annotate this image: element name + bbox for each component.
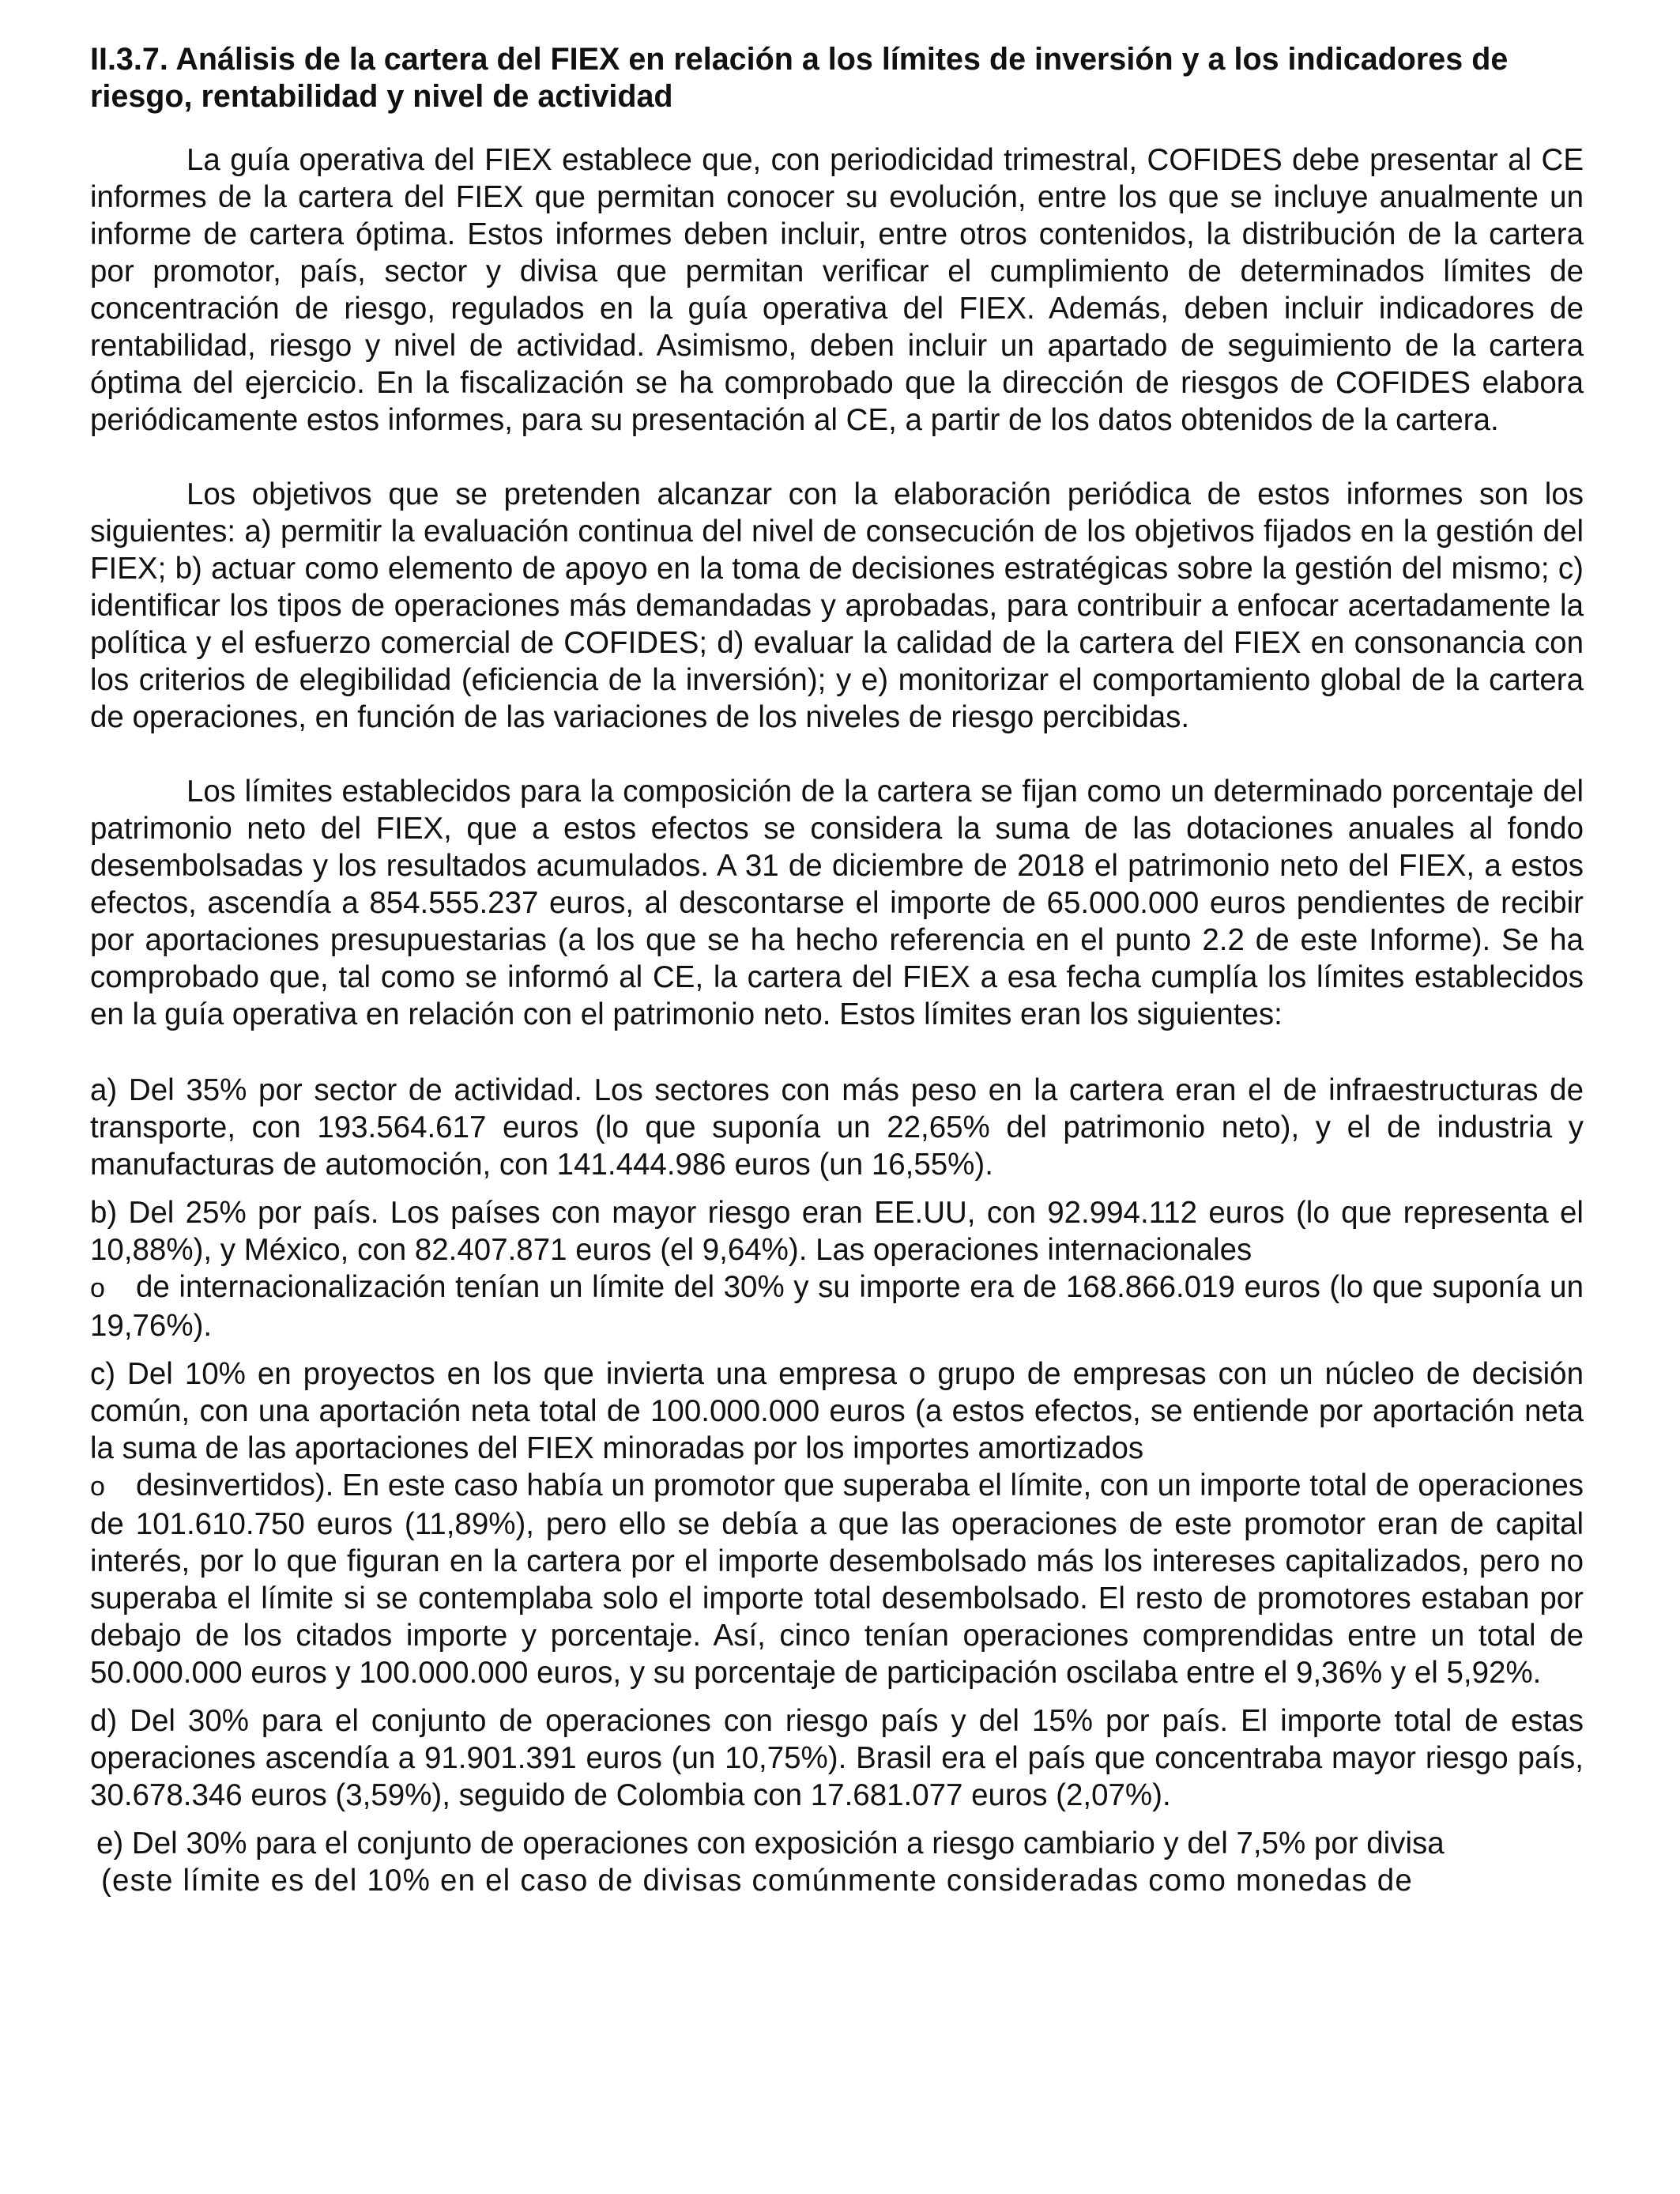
limit-item-e-line1: e) Del 30% para el conjunto de operaciones con exposición a riesgo cambiario y del 7,5% por divisa: [96, 1826, 1445, 1860]
limit-item-a: a) Del 35% por sector de actividad. Los sectores con más peso en la cartera eran el de infraestructuras de transporte, con 193.564.617 euros (lo que suponía un 22,65% del patrimonio neto), y el de industria y manufacturas de automoción, con 141.444.986 euros (un 16,55%).: [90, 1073, 1584, 1182]
limit-item-e-line2: (este límite es del 10% en el caso de divisas comúnmente consideradas como monedas de: [101, 1864, 1413, 1898]
page-content: [90, 41, 1584, 1899]
limit-item-b: [90, 1194, 1584, 1344]
limit-item-c-line2: [90, 1467, 1584, 1691]
bullet-marker: o: [90, 1273, 105, 1303]
bullet-marker: o: [90, 1472, 105, 1502]
limit-item-c-text: desinvertidos). En este caso había un promotor que superaba el límite, con un importe total de operaciones de 101.610.750 euros (11,89%), pero ello se debía a que las operaciones de este promotor eran de capital interés, por lo que figuran en la cartera por el importe desembolsado más los intereses capitalizados, pero no superaba el límite si se contemplaba solo el importe total desembolsado. El resto de promotores estaban por debajo de los citados importe y porcentaje. Así, cinco tenían operaciones comprendidas entre un total de 50.000.000 euros y 100.000.000 euros, y su porcentaje de participación oscilaba entre el 9,36% y el 5,92%.: [90, 1468, 1584, 1690]
paragraph-report-objectives: Los objetivos que se pretenden alcanzar con la elaboración periódica de estos informes son los siguientes: a) permitir la evaluación continua del nivel de consecución de los objetivos fijados en la gestión del FIEX; b) actuar como elemento de apoyo en la toma de decisiones estratégicas sobre la gestión del mismo; c) identificar los tipos de operaciones más demandadas y aprobadas, para contribuir a enfocar acertadamente la política y el esfuerzo comercial de COFIDES; d) evaluar la calidad de la cartera del FIEX en consonancia con los criterios de elegibilidad (eficiencia de la inversión); y e) monitorizar el comportamiento global de la cartera de operaciones, en función de las variaciones de los niveles de riesgo percibidas.: [90, 477, 1584, 734]
limit-item-c: [90, 1355, 1584, 1691]
limit-item-b-line2: [90, 1269, 1584, 1344]
limit-item-d: d) Del 30% para el conjunto de operaciones con riesgo país y del 15% por país. El importe total de estas operaciones ascendía a 91.901.391 euros (un 10,75%). Brasil era el país que concentraba mayor riesgo país, 30.678.346 euros (3,59%), seguido de Colombia con 17.681.077 euros (2,07%).: [90, 1704, 1584, 1812]
limit-item-b-text: de internacionalización tenían un límite del 30% y su importe era de 168.866.019 euros (lo que suponía un 19,76%).: [90, 1270, 1584, 1343]
limit-item-b-line1: b) Del 25% por país. Los países con mayor riesgo eran EE.UU, con 92.994.112 euros (lo que representa el 10,88%), y México, con 82.407.871 euros (el 9,64%). Las operaciones internacionales: [90, 1196, 1584, 1267]
limit-item-c-line1: c) Del 10% en proyectos en los que invierta una empresa o grupo de empresas con un núcleo de decisión común, con una aportación neta total de 100.000.000 euros (a estos efectos, se entiende por aportación neta la suma de las aportaciones del FIEX minoradas por los importes amortizados: [90, 1357, 1584, 1465]
paragraph-portfolio-limits: Los límites establecidos para la composición de la cartera se fijan como un determinado porcentaje del patrimonio neto del FIEX, que a estos efectos se considera la suma de las dotaciones anuales al fondo desembolsadas y los resultados acumulados. A 31 de diciembre de 2018 el patrimonio neto del FIEX, a estos efectos, ascendía a 854.555.237 euros, al descontarse el importe de 65.000.000 euros pendientes de recibir por aportaciones presupuestarias (a los que se ha hecho referencia en el punto 2.2 de este Informe). Se ha comprobado que, tal como se informó al CE, la cartera del FIEX a esa fecha cumplía los límites establecidos en la guía operativa en relación con el patrimonio neto. Estos límites eran los siguientes:: [90, 775, 1584, 1031]
section-heading: II.3.7. Análisis de la cartera del FIEX en relación a los límites de inversión y a los indicadores de riesgo, rentabilidad y nivel de actividad: [90, 42, 1509, 114]
limit-item-e: [90, 1825, 1584, 1899]
paragraph-reporting-requirements: La guía operativa del FIEX establece que, con periodicidad trimestral, COFIDES debe presentar al CE informes de la cartera del FIEX que permitan conocer su evolución, entre los que se incluye anualmente un informe de cartera óptima. Estos informes deben incluir, entre otros contenidos, la distribución de la cartera por promotor, país, sector y divisa que permitan verificar el cumplimiento de determinados límites de concentración de riesgo, regulados en la guía operativa del FIEX. Además, deben incluir indicadores de rentabilidad, riesgo y nivel de actividad. Asimismo, deben incluir un apartado de seguimiento de la cartera óptima del ejercicio. En la fiscalización se ha comprobado que la dirección de riesgos de COFIDES elabora periódicamente estos informes, para su presentación al CE, a partir de los datos obtenidos de la cartera.: [90, 143, 1584, 437]
